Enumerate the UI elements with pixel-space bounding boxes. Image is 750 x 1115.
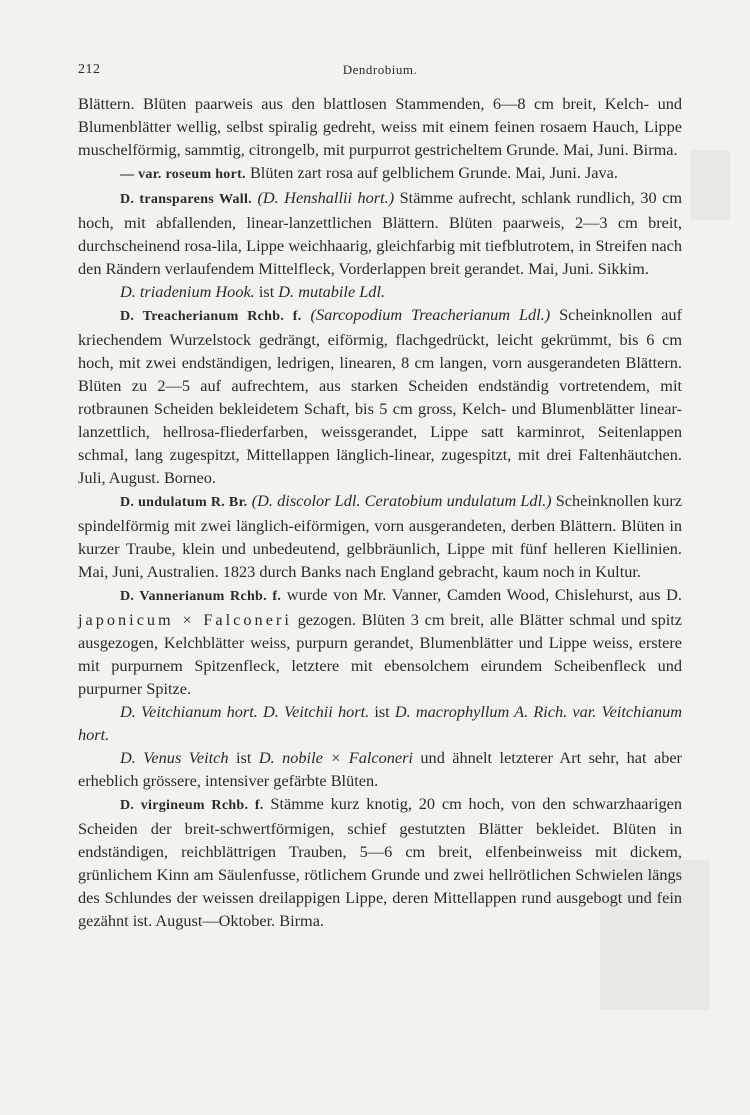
species-name: — var. roseum hort. [120, 167, 246, 182]
species-name: D. Vannerianum Rchb. f. [120, 589, 282, 604]
entry-paragraph: D. triadenium Hook. ist D. mutabile Ldl. [120, 282, 386, 301]
species-name: D. virgineum Rchb. f. [120, 798, 264, 813]
species-name-italic: D. Veitchianum hort. D. Veitchii hort. [120, 702, 370, 721]
species-name-italic: D. macrophyllum A. Rich. var. Veitchianum hort. [78, 702, 682, 744]
entry-paragraph: D. Vannerianum Rchb. f. wurde von Mr. Vanner, Camden Wood, Chislehurst, aus D. japonicum × Falconeri gezogen. Blüten 3 cm breit, alle Blätter schmal und spitz ausgezogen, Kelchblätter weiss, purpurn gerandet, Blumenblätter und Lippe weiss, erstere mit purpurnem Spitzenfleck, letztere mit ebensolchem eirundem Scheibenfleck und purpurner Spitze. [78, 585, 683, 698]
species-name-italic: D. Venus Veitch [120, 748, 229, 767]
show-through-mark [690, 150, 730, 220]
entry-paragraph: D. undulatum R. Br. (D. discolor Ldl. Ceratobium undulatum Ldl.) Scheinknollen kurz spindelförmig mit zwei länglich-eiförmigen, vorn ausgerandeten, derben Blättern. Blüten in kurzer Traube, klein und unbedeutend, gelbbräunlich, Lippe mit fünf helleren Kiellinien. Mai, Juni, Australien. 1823 durch Banks nach England gebracht, kaum noch in Kultur. [78, 491, 682, 581]
species-name-italic: D. triadenium Hook. [120, 282, 255, 301]
entry-paragraph: Blättern. Blüten paarweis aus den blattlosen Stammenden, 6—8 cm breit, Kelch- und Blumenblätter wellig, selbst spiralig gedreht, weiss mit einem feinen rosaem Hauch, Lippe muschelförmig, sammtig, citrongelb, mit purpurrot gestricheltem Grunde. Mai, Juni. Birma. [78, 94, 682, 159]
running-title: Dendrobium. [342, 62, 418, 77]
body-text [78, 92, 682, 932]
entry-paragraph: D. transparens Wall. (D. Henshallii hort.) Stämme aufrecht, schlank rundlich, 30 cm hoch, mit abfallenden, linear-lanzettlichen Blättern. Blüten paarweis, 2—3 cm breit, durchscheinend rosa-lila, Lippe weichhaarig, gleichfarbig mit tiefblutrotem, in Streifen nach den Rändern verlaufendem Mittelfleck, Vorderlappen breit gerandet. Mai, Juni. Sikkim. [78, 188, 682, 278]
species-name: D. undulatum R. Br. [120, 495, 248, 510]
spaced-hybrid-name: japonicum × Falconeri [78, 610, 292, 629]
synonym: (D. discolor Ldl. Ceratobium undulatum Ldl.) [247, 491, 552, 510]
entry-paragraph: — var. roseum hort. Blüten zart rosa auf gelblichem Grunde. Mai, Juni. Java. [120, 163, 618, 182]
species-name: D. Treacherianum Rchb. f. [120, 309, 302, 324]
entry-paragraph: D. Venus Veitch ist D. nobile × Falconeri und ähnelt letzterer Art sehr, hat aber erheblich grössere, intensiver gefärbte Blüten. [78, 748, 682, 790]
entry-paragraph: D. virgineum Rchb. f. Stämme kurz knotig, 20 cm hoch, von den schwarzhaarigen Scheiden der breit-schwertförmigen, schief gestutzten Blätter bekleidet. Blüten in endständigen, reichblättrigen Trauben, 5—6 cm breit, elfenbeinweiss mit dickem, grünlichem Kinn am Säulenfusse, rötlichem Grunde und zwei hellrötlichen Schwielen längs des Schlundes der weissen dreilappigen Lippe, deren Mittellappen rund ausgebogt und fein gezähnt ist. August—Oktober. Birma. [78, 794, 682, 930]
page-number: 212 [78, 62, 101, 77]
synonym: (D. Henshallii hort.) [251, 188, 395, 207]
entry-paragraph: D. Veitchianum hort. D. Veitchii hort. ist D. macrophyllum A. Rich. var. Veitchianum hort. [78, 702, 682, 744]
show-through-mark [600, 860, 710, 1010]
species-name-italic: D. mutabile Ldl. [278, 282, 386, 301]
entry-paragraph: D. Treacherianum Rchb. f. (Sarcopodium Treacherianum Ldl.) Scheinknollen auf kriechendem Wurzelstock gedrängt, eiförmig, flachgedrückt, leicht gekrümmt, bis 6 cm hoch, mit zwei endständigen, ledrigen, linearen, 8 cm langen, vorn ausgerandeten Blättern. Blüten zu 2—5 auf aufrechtem, aus starken Scheiden endständig vortretendem, mit rotbraunen Scheiden bekleidetem Schaft, bis 5 cm gross, Kelch- und Blumenblätter linear-lanzettlich, hellrosa-fliederfarben, weissgerandet, Lippe satt karminrot, Seitenlappen schmal, lang zugespitzt, Mittellappen länglich-linear, zugespitzt, mit drei Faltenhäutchen. Juli, August. Borneo. [78, 305, 682, 487]
synonym: (Sarcopodium Treacherianum Ldl.) [301, 305, 551, 324]
species-name-italic: D. nobile × Falconeri [258, 748, 413, 767]
species-name: D. transparens Wall. [120, 192, 252, 207]
running-head [78, 62, 682, 82]
